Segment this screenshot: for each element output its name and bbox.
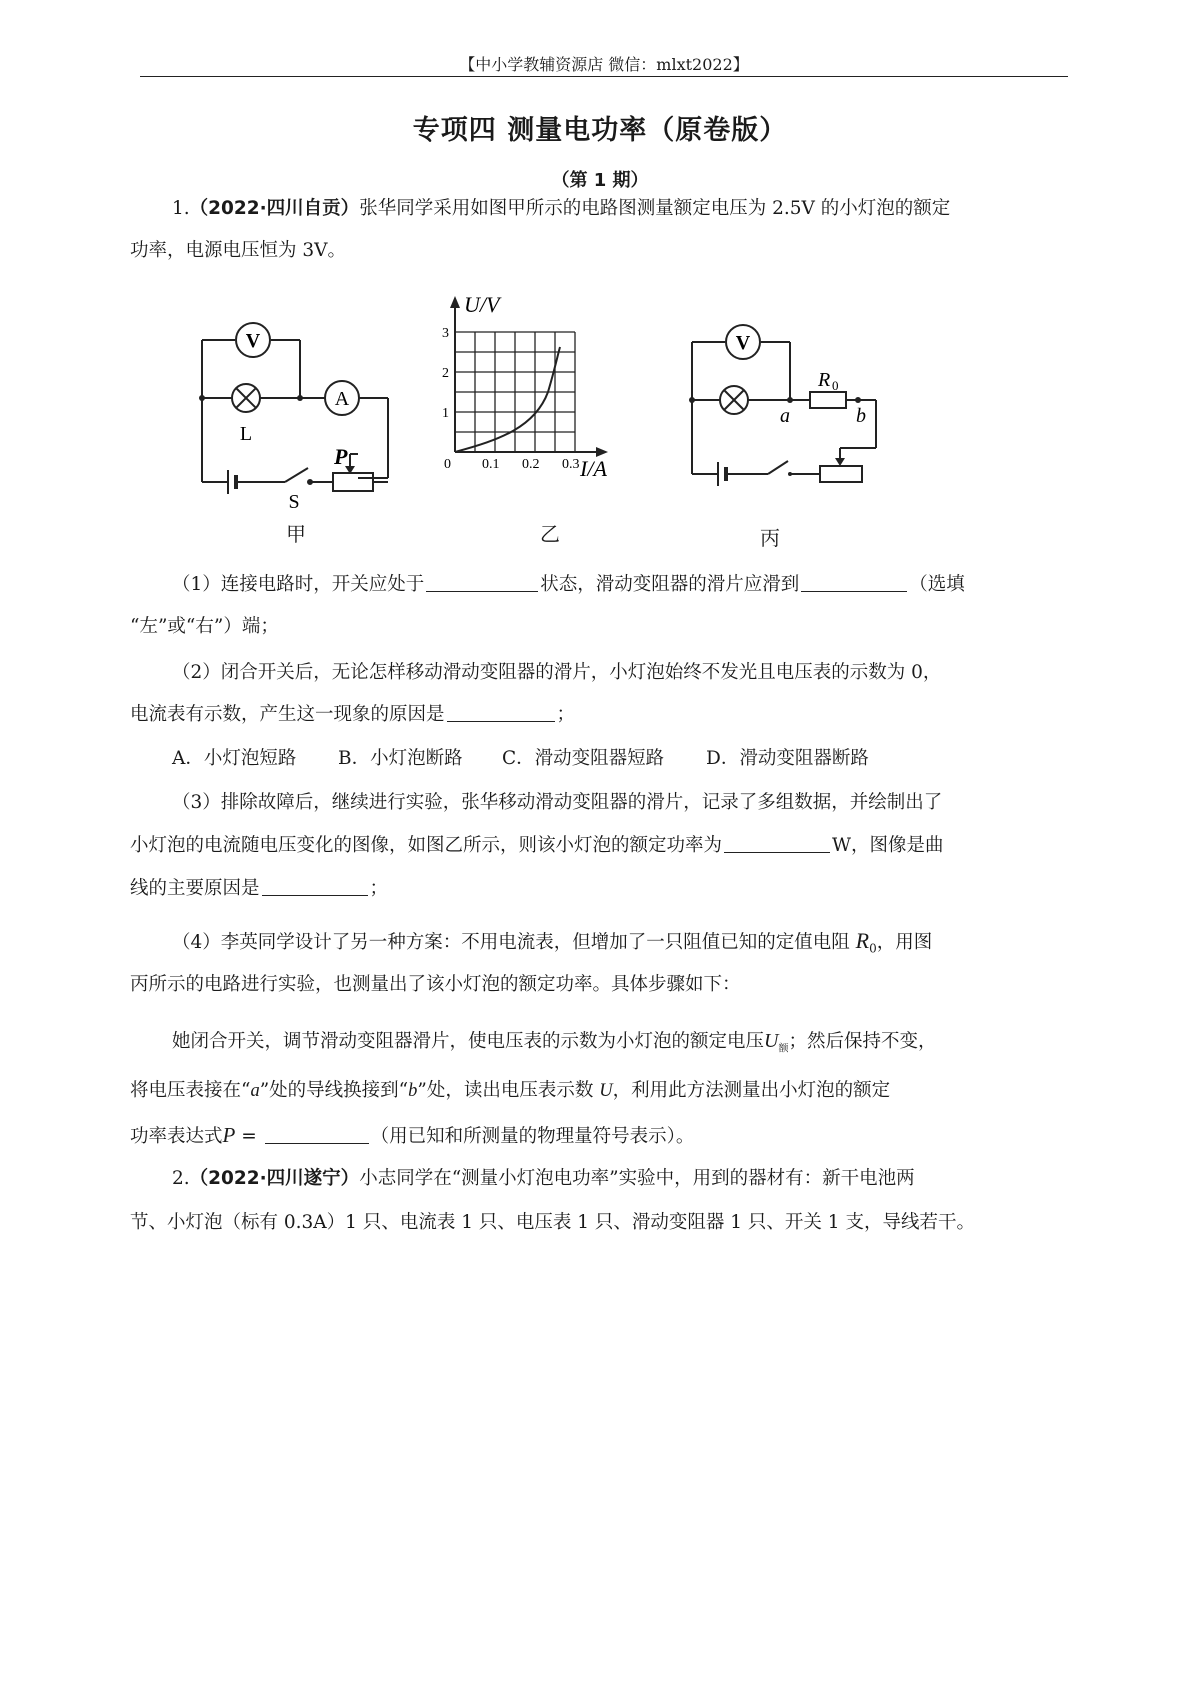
bing-point-b-label: b [856,405,866,427]
q1-part3-line1: （3）排除故障后，继续进行实验，张华移动滑动变阻器的滑片，记录了多组数据，并绘制出了 [172,792,943,813]
yi-x-tick-1: 0.1 [482,457,500,472]
bing-voltmeter-label: V [735,332,751,354]
q1-part3-text-a: 小灯泡的电流随电压变化的图像，如图乙所示，则该小灯泡的额定功率为 [130,835,723,856]
figure-jia [190,318,400,538]
q2-line1 [172,1166,915,1192]
q1-part3-blank-1[interactable] [724,834,830,853]
q1-part1-line2: “左”或“右”）端； [130,616,279,637]
q1-source: （2022·四川自贡） [189,198,360,219]
bing-r0-subscript: 0 [832,378,839,393]
page-title: 专项四 测量电功率（原卷版） [412,115,788,146]
q1-part4-text-d: ；然后保持不变， [788,1031,937,1052]
q1-part4-r0-subscript: 0 [869,941,877,956]
q2-stem: 小志同学在“测量小灯泡电功率”实验中，用到的器材有：新干电池两 [359,1168,915,1189]
q1-part3-line3 [130,876,388,902]
page-header: 【中小学教辅资源店 微信：mlxt2022】 [459,55,749,74]
jia-slider-label: P [334,444,348,469]
figure-jia-caption: 甲 [286,522,306,546]
q1-part2-line1: （2）闭合开关后，无论怎样移动滑动变阻器的滑片，小灯泡始终不发光且电压表的示数为 0， [172,662,942,683]
yi-y-tick-3: 3 [442,326,449,341]
q1-part4-p-symbol: P [222,1123,236,1147]
bing-r0-label: R [818,369,831,391]
header-divider [140,76,1068,77]
q1-option-a: A．小灯泡短路 [172,748,297,769]
figure-bing [680,320,890,540]
q1-part4-text-a: （4）李英同学设计了另一种方案：不用电流表，但增加了一只阻值已知的定值电阻 [172,932,850,953]
q1-part1-text-a: （1）连接电路时，开关应处于 [172,574,425,595]
q1-part4-line4 [130,1078,890,1104]
figure-yi-graph [430,292,630,522]
q1-part3-line2 [130,833,944,859]
q1-part4-equals: = [235,1126,263,1147]
q1-part4-line2: 丙所示的电路进行实验，也测量出了该小灯泡的额定功率。具体步骤如下： [130,974,741,995]
q2-number: 2. [172,1168,190,1189]
yi-origin-label: 0 [444,457,451,472]
q1-part3-text-b: W，图像是曲 [832,835,944,856]
q1-part4-blank[interactable] [265,1125,369,1144]
q1-part1-text-c: （选填 [909,574,965,595]
q1-part2-line2 [130,702,575,728]
yi-x-tick-2: 0.2 [522,457,540,472]
q1-option-c: C．滑动变阻器短路 [502,748,665,769]
q1-part3-text-c: 线的主要原因是 [130,878,260,899]
yi-x-tick-3: 0.3 [562,457,580,472]
bing-point-a-label: a [780,405,790,427]
figure-yi-caption: 乙 [540,522,560,546]
jia-switch-label: S [288,491,300,513]
q1-part4-text-e: 将电压表接在“ [130,1080,251,1101]
yi-y-tick-1: 1 [442,406,449,421]
q1-part2-text-b: ； [556,704,576,725]
q1-part1-blank-2[interactable] [801,573,907,592]
q1-part3-text-d: ； [369,878,389,899]
q1-part4-text-j: （用已知和所测量的物理量符号表示）。 [370,1126,695,1147]
q1-option-d: D．滑动变阻器断路 [706,748,869,769]
q1-part1-text-b: 状态，滑动变阻器的滑片应滑到 [540,574,800,595]
q1-part4-text-i: 功率表达式 [130,1126,223,1147]
q1-part4-line5 [130,1122,694,1150]
q1-part3-blank-2[interactable] [262,877,368,896]
q1-part4-u-reading: U [599,1081,613,1101]
q1-option-b: B．小灯泡断路 [338,748,463,769]
q1-stem: 张华同学采用如图甲所示的电路图测量额定电压为 2.5V 的小灯泡的额定 [359,198,951,219]
q1-part4-text-g: ”处，读出电压表示数 [417,1080,594,1101]
q1-part4-u-symbol: U [764,1030,779,1052]
q2-source: （2022·四川遂宁） [189,1168,360,1189]
yi-x-axis-label: I/A [580,456,607,481]
q1-part4-line3 [172,1028,936,1063]
q1-part4-text-b: ，用图 [876,932,933,953]
q2-line2: 节、小灯泡（标有 0.3A）1 只、电流表 1 只、电压表 1 只、滑动变阻器 1 只、开关 1 支，导线若干。 [130,1212,975,1233]
page-subtitle: （第 1 期） [551,170,649,191]
figure-bing-caption: 丙 [760,526,780,550]
q1-part2-text-a: 电流表有示数，产生这一现象的原因是 [130,704,445,725]
yi-y-axis-label: U/V [464,292,500,317]
q1-part1-blank-1[interactable] [426,573,538,592]
q1-stem-line2: 功率，电源电压恒为 3V。 [130,240,347,261]
q1-stem-line1 [172,196,950,222]
q1-part4-text-f: ”处的导线换接到“ [259,1080,409,1101]
q1-part4-text-h: ，利用此方法测量出小灯泡的额定 [612,1080,891,1101]
q1-part4-point-b: b [408,1081,418,1101]
q1-part4-u-subscript: 额 [778,1043,789,1055]
yi-y-tick-2: 2 [442,366,449,381]
q1-part2-blank[interactable] [447,703,555,722]
jia-voltmeter-label: V [245,330,261,352]
q1-part4-r0-symbol: R [855,928,870,953]
q1-part4-line1 [172,928,932,962]
q1-part4-point-a: a [250,1081,260,1101]
jia-ammeter-label: A [334,388,350,410]
q1-number: 1. [172,198,190,219]
jia-lamp-label: L [239,423,253,445]
q1-part1-line1 [172,572,965,598]
q1-part4-text-c: 她闭合开关，调节滑动变阻器滑片，使电压表的示数为小灯泡的额定电压 [172,1031,765,1052]
